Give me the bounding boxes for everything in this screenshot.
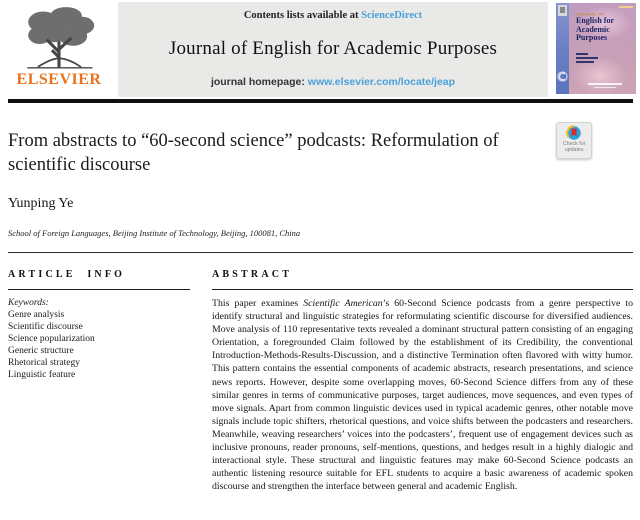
keyword-item: Generic structure (8, 346, 74, 356)
article-info-section (8, 269, 190, 381)
sciencedirect-link[interactable]: ScienceDirect (361, 10, 423, 21)
check-for-updates-label: Check for updates (562, 140, 586, 152)
abstract-text (212, 297, 633, 493)
check-for-updates-badge[interactable] (556, 122, 592, 159)
header-divider (8, 99, 633, 103)
author-affiliation: School of Foreign Languages, Beijing Institute of Technology, Beijing, 100081, China (8, 228, 301, 238)
keywords-list (8, 309, 190, 381)
cover-elsevier-circle-icon (557, 71, 568, 82)
abstract-section (212, 269, 633, 493)
cover-kicker: JOURNAL OF (576, 13, 605, 17)
contents-line-prefix: Contents lists available at (243, 10, 362, 21)
article-info-heading: ARTICLE INFO (8, 269, 190, 290)
keyword-item: Science popularization (8, 334, 95, 344)
elsevier-wordmark: ELSEVIER (16, 71, 102, 88)
author-name[interactable]: Yunping Ye (8, 196, 74, 211)
elsevier-tree-icon (15, 4, 103, 70)
section-divider (8, 252, 633, 253)
abstract-text-rest: ’s 60-Second Science podcasts from a genre perspective to identify structural and linguistic strategies for reformulating scientific discourse for diversified audiences. Move analysis of 110 representative texts revealed a dominant structural pattern consisting of an engaging Orientation, a foregrounded Claim followed by the establishment of its Credibility, the conventional Introduction-Methods-Results-Discussion, and a distinctive Termination often flavored with witty humor. This pattern contains the essential components of academic abstracts, research presentations, and science news reports. However, despite some overlapping moves, 60-Second Science differs from any of these similar genres in terms of communicative purposes, target audiences, move sequences, and even types of move signals. Apart from common linguistic devices used in typical academic genres, other notable move signals include topic shifters, rhetorical questions, and voice shifts between the podcasters and researchers. Meanwhile, weaving researchers’ voices into the podcasters’, frequent use of engagement devices such as inclusive pronouns, reader pronouns, self-mentions, questions, and hedges result in a highly dialogic and interactional style. These structural and linguistic features may make 60-Second Science podcasts an authentic listening resource suitable for EFL students to acquire a basic awareness of academic spoken discourse and strengthen the interface between general and academic English. (212, 298, 633, 493)
cover-availability-text (588, 81, 622, 88)
cover-title-line: Purposes (576, 33, 608, 43)
contents-line (244, 10, 422, 21)
cover-editors-text (576, 53, 598, 65)
cover-title (576, 17, 614, 43)
cover-title-line: Academic (576, 24, 610, 34)
abstract-italic-term: Scientific American (303, 298, 383, 309)
cover-issn-text (619, 6, 633, 8)
journal-cover-thumbnail[interactable] (556, 3, 636, 94)
crossmark-icon (566, 125, 582, 141)
journal-header-box (118, 2, 548, 97)
homepage-line (211, 76, 455, 88)
keywords-label: Keywords: (8, 298, 49, 308)
cover-title-line: English for (576, 16, 615, 25)
keyword-item: Genre analysis (8, 310, 65, 320)
abstract-text-start: This paper examines (212, 298, 304, 309)
elsevier-logo[interactable] (8, 4, 110, 98)
keyword-item: Scientific discourse (8, 322, 83, 332)
cover-mini-tree-logo (558, 5, 567, 16)
abstract-heading: ABSTRACT (212, 269, 633, 290)
keyword-item: Rhetorical strategy (8, 358, 81, 368)
homepage-line-prefix: journal homepage: (210, 76, 308, 88)
journal-homepage-link[interactable]: www.elsevier.com/locate/jeap (307, 76, 456, 88)
article-title: From abstracts to “60-second science” podcasts: Reformulation of scientific discourse (8, 131, 499, 175)
keyword-item: Linguistic feature (8, 370, 76, 380)
journal-title: Journal of English for Academic Purposes (168, 37, 498, 59)
